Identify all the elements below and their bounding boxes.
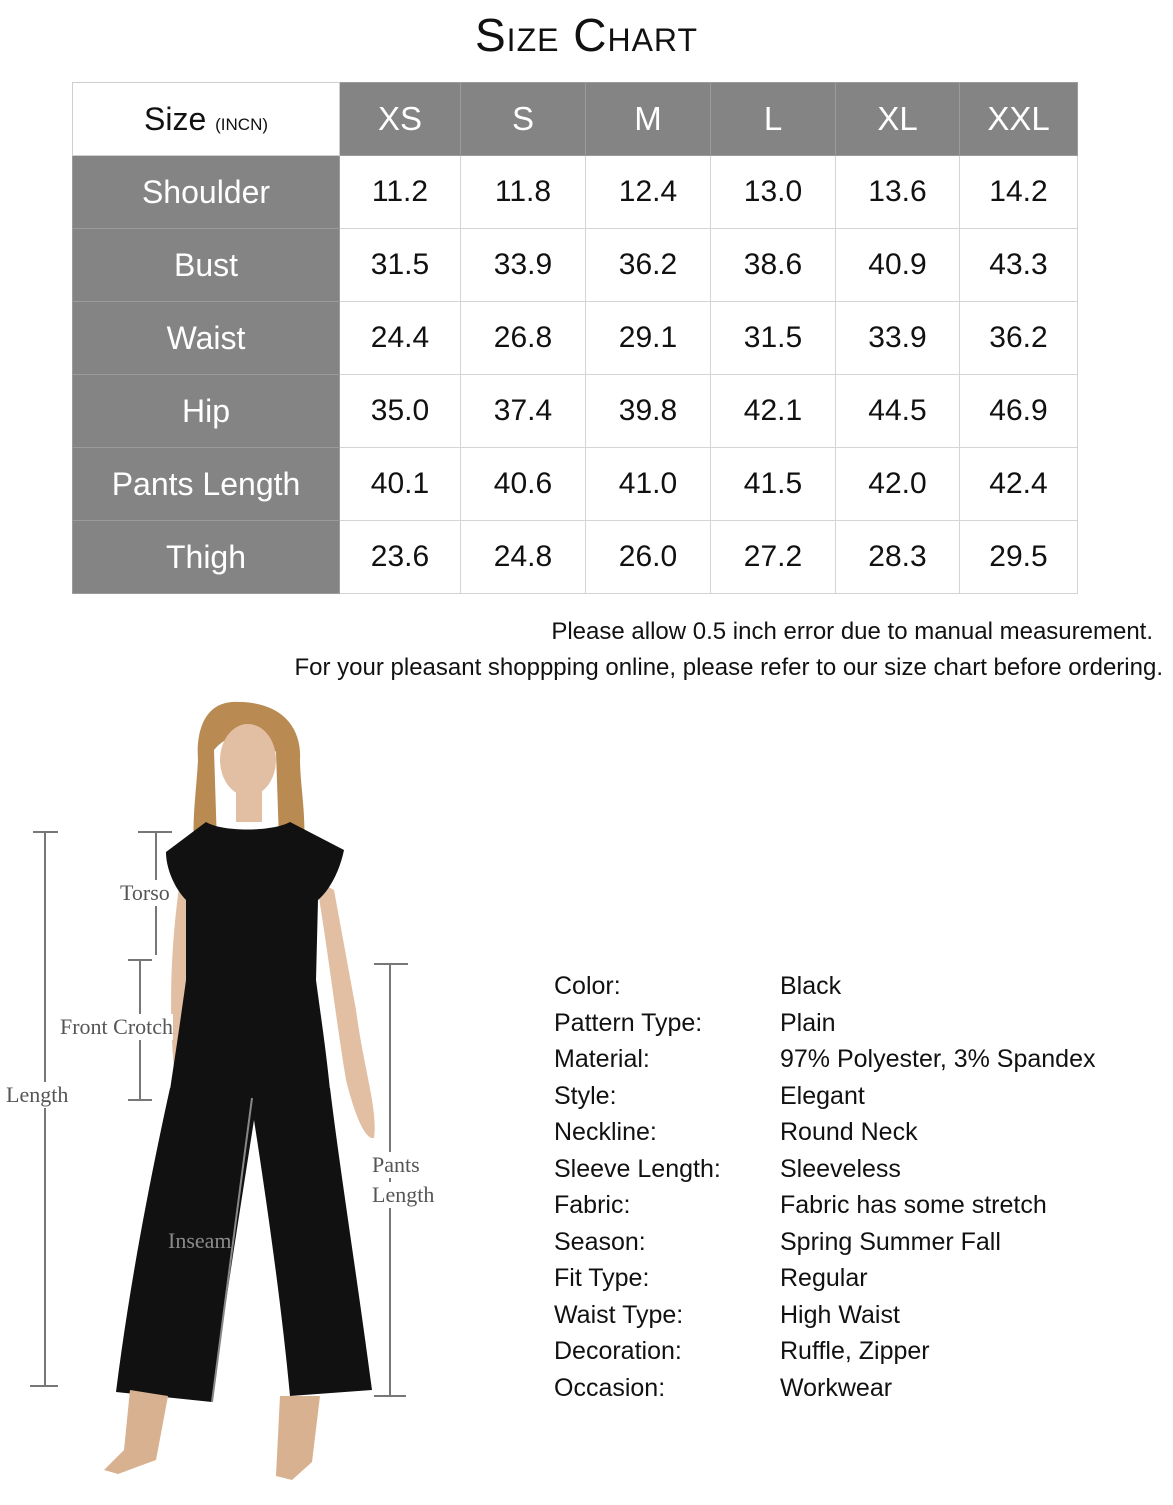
row-header: Shoulder [73, 156, 340, 229]
spec-key: Color: [554, 972, 621, 1000]
product-specs-list [554, 968, 1164, 1406]
row-header: Hip [73, 375, 340, 448]
table-row [73, 521, 1078, 594]
spec-row-neckline [554, 1114, 1164, 1151]
table-cell: 46.9 [960, 375, 1078, 448]
table-cell: 31.5 [711, 302, 836, 375]
table-header-row [73, 83, 1078, 156]
table-cell: 42.1 [711, 375, 836, 448]
spec-key: Sleeve Length: [554, 1154, 721, 1183]
model-neck [236, 788, 262, 822]
spec-value: Round Neck [780, 1118, 918, 1146]
spec-key: Style: [554, 1081, 617, 1110]
row-header: Thigh [73, 521, 340, 594]
spec-key: Decoration: [554, 1337, 682, 1365]
table-cell: 24.8 [461, 521, 586, 594]
spec-key: Pattern Type: [554, 1008, 703, 1037]
spec-value: High Waist [780, 1300, 900, 1329]
table-cell: 43.3 [960, 229, 1078, 302]
spec-key: Material: [554, 1045, 650, 1073]
table-cell: 40.9 [836, 229, 960, 302]
length-label: Length [6, 1082, 69, 1107]
table-cell: 11.8 [461, 156, 586, 229]
spec-row-occasion [554, 1370, 1164, 1407]
model-left-foot [104, 1390, 168, 1474]
measurement-note: Please allow 0.5 inch error due to manual measurement. [551, 618, 1153, 645]
spec-row-style [554, 1078, 1164, 1115]
model-jumpsuit-pants [116, 1088, 372, 1402]
spec-value: Fabric has some stretch [780, 1191, 1047, 1219]
inseam-label: Inseam [168, 1228, 232, 1253]
column-header: XL [836, 83, 960, 156]
table-cell: 42.0 [836, 448, 960, 521]
spec-key: Fit Type: [554, 1264, 650, 1292]
model-face [220, 724, 276, 796]
model-figure [0, 690, 520, 1500]
column-header: M [586, 83, 711, 156]
table-cell: 37.4 [461, 375, 586, 448]
table-cell: 41.5 [711, 448, 836, 521]
spec-row-color [554, 968, 1164, 1005]
table-cell: 36.2 [586, 229, 711, 302]
table-cell: 35.0 [340, 375, 461, 448]
spec-key: Fabric: [554, 1191, 631, 1219]
table-cell: 12.4 [586, 156, 711, 229]
table-cell: 11.2 [340, 156, 461, 229]
table-cell: 24.4 [340, 302, 461, 375]
table-cell: 40.1 [340, 448, 461, 521]
spec-row-pattern-type [554, 1005, 1164, 1042]
spec-value: 97% Polyester, 3% Spandex [780, 1045, 1096, 1073]
pants-length-label-line2: Length [372, 1182, 435, 1207]
row-header: Waist [73, 302, 340, 375]
model-jumpsuit-top [166, 822, 344, 1090]
table-cell: 23.6 [340, 521, 461, 594]
size-corner-header [73, 83, 340, 156]
table-cell: 33.9 [836, 302, 960, 375]
table-cell: 42.4 [960, 448, 1078, 521]
front-crotch-label: Front Crotch [60, 1014, 174, 1039]
table-row [73, 448, 1078, 521]
table-cell: 13.0 [711, 156, 836, 229]
table-row [73, 229, 1078, 302]
spec-row-fit-type [554, 1260, 1164, 1297]
table-cell: 31.5 [340, 229, 461, 302]
row-header: Pants Length [73, 448, 340, 521]
spec-key: Season: [554, 1227, 646, 1256]
spec-value: Black [780, 972, 842, 1000]
spec-row-fabric [554, 1187, 1164, 1224]
table-row [73, 302, 1078, 375]
table-cell: 26.8 [461, 302, 586, 375]
torso-label: Torso [120, 880, 170, 905]
spec-value: Elegant [780, 1081, 865, 1110]
table-cell: 41.0 [586, 448, 711, 521]
table-row [73, 156, 1078, 229]
table-cell: 29.5 [960, 521, 1078, 594]
spec-key: Neckline: [554, 1118, 657, 1146]
spec-key: Waist Type: [554, 1300, 684, 1329]
table-row [73, 375, 1078, 448]
size-label: Size [143, 100, 207, 137]
spec-value: Spring Summer Fall [780, 1227, 1001, 1256]
ordering-note: For your pleasant shoppping online, please refer to our size chart before ordering. [294, 654, 1163, 681]
table-cell: 33.9 [461, 229, 586, 302]
table-cell: 38.6 [711, 229, 836, 302]
spec-row-season [554, 1224, 1164, 1261]
page-title: Size Chart [475, 9, 698, 61]
spec-value: Sleeveless [780, 1154, 901, 1183]
table-cell: 28.3 [836, 521, 960, 594]
column-header: XXL [960, 83, 1078, 156]
spec-row-waist-type [554, 1297, 1164, 1334]
spec-row-sleeve-length [554, 1151, 1164, 1188]
table-cell: 44.5 [836, 375, 960, 448]
table-cell: 27.2 [711, 521, 836, 594]
spec-value: Workwear [780, 1373, 893, 1402]
column-header: L [711, 83, 836, 156]
spec-value: Plain [780, 1008, 836, 1037]
pants-length-label-line1: Pants [372, 1152, 420, 1177]
column-header: XS [340, 83, 461, 156]
spec-row-material [554, 1041, 1164, 1078]
table-cell: 40.6 [461, 448, 586, 521]
model-illustration [0, 690, 520, 1500]
spec-value: Ruffle, Zipper [780, 1337, 930, 1365]
row-header: Bust [73, 229, 340, 302]
table-cell: 13.6 [836, 156, 960, 229]
table-cell: 29.1 [586, 302, 711, 375]
table-cell: 39.8 [586, 375, 711, 448]
table-cell: 26.0 [586, 521, 711, 594]
spec-value: Regular [780, 1264, 868, 1292]
spec-key: Occasion: [554, 1373, 666, 1402]
table-cell: 36.2 [960, 302, 1078, 375]
unit-label: (INCN) [215, 114, 269, 134]
spec-row-decoration [554, 1333, 1164, 1370]
table-cell: 14.2 [960, 156, 1078, 229]
model-right-foot [276, 1396, 320, 1480]
column-header: S [461, 83, 586, 156]
size-chart-table [72, 82, 1078, 594]
